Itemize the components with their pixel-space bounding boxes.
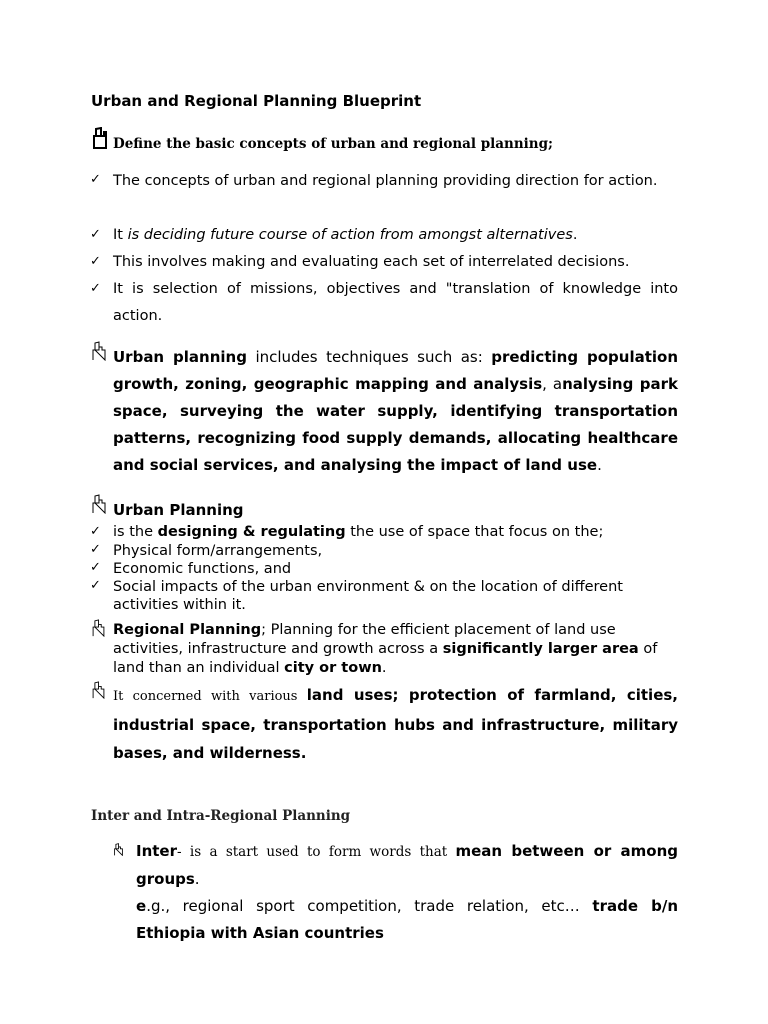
inter-paragraph: Inter- is a start used to form words that mean between or among groups. e.g., regional sport competition, trade relation, etc… trade b/n Ethiopia with Asian countries (136, 842, 679, 942)
pointing-hand-outline-icon (91, 494, 107, 514)
pointing-hand-outline-icon (91, 341, 107, 361)
check-icon (90, 172, 101, 187)
section-heading: Inter and Intra-Regional Planning (91, 808, 351, 824)
define-heading: Define the basic concepts of urban and regional planning; (113, 136, 554, 152)
check-icon (90, 281, 101, 296)
bullet-text: The concepts of urban and regional planning providing direction for action. (113, 173, 658, 189)
urban-item: is the designing & regulating the use of space that focus on the; (113, 524, 604, 540)
check-icon (90, 254, 101, 269)
urban-item: Physical form/arrangements, (113, 543, 323, 559)
pointing-hand-icon (91, 127, 107, 149)
urban-item: Economic functions, and (113, 561, 292, 577)
check-icon (90, 560, 101, 575)
bullet-text: It is selection of missions, objectives and "translation of knowledge into action. (113, 281, 678, 324)
check-icon (90, 542, 101, 557)
bullet-text: It is deciding future course of action from amongst alternatives. (113, 227, 578, 243)
urban-techniques-paragraph: Urban planning includes techniques such as: predicting population growth, zoning, geographic mapping and analysis, analysing park space, surveying the water supply, identifying transportation patterns, recognizing food supply demands, allocating healthcare and social services, and analysing the impact of land use. (113, 348, 679, 474)
pointing-hand-outline-icon (91, 619, 106, 637)
check-icon (90, 227, 101, 242)
regional-planning-paragraph: Regional Planning; Planning for the efficient placement of land use activities, infrastructure and growth across a significantly larger area of land than an individual city or town. (113, 622, 658, 676)
check-icon (90, 524, 101, 539)
check-icon (90, 578, 101, 593)
urban-planning-heading: Urban Planning (113, 501, 244, 519)
urban-item: Social impacts of the urban environment & on the location of different activities within it. (113, 579, 623, 613)
land-uses-paragraph: It concerned with various land uses; protection of farmland, cities, industrial space, transportation hubs and infrastructure, military bases, and wilderness. (113, 686, 679, 762)
pointing-hand-outline-icon (91, 681, 106, 699)
bullet-text: This involves making and evaluating each set of interrelated decisions. (113, 254, 630, 270)
document-title: Urban and Regional Planning Blueprint (91, 92, 422, 110)
pointing-hand-outline-icon (113, 843, 124, 856)
